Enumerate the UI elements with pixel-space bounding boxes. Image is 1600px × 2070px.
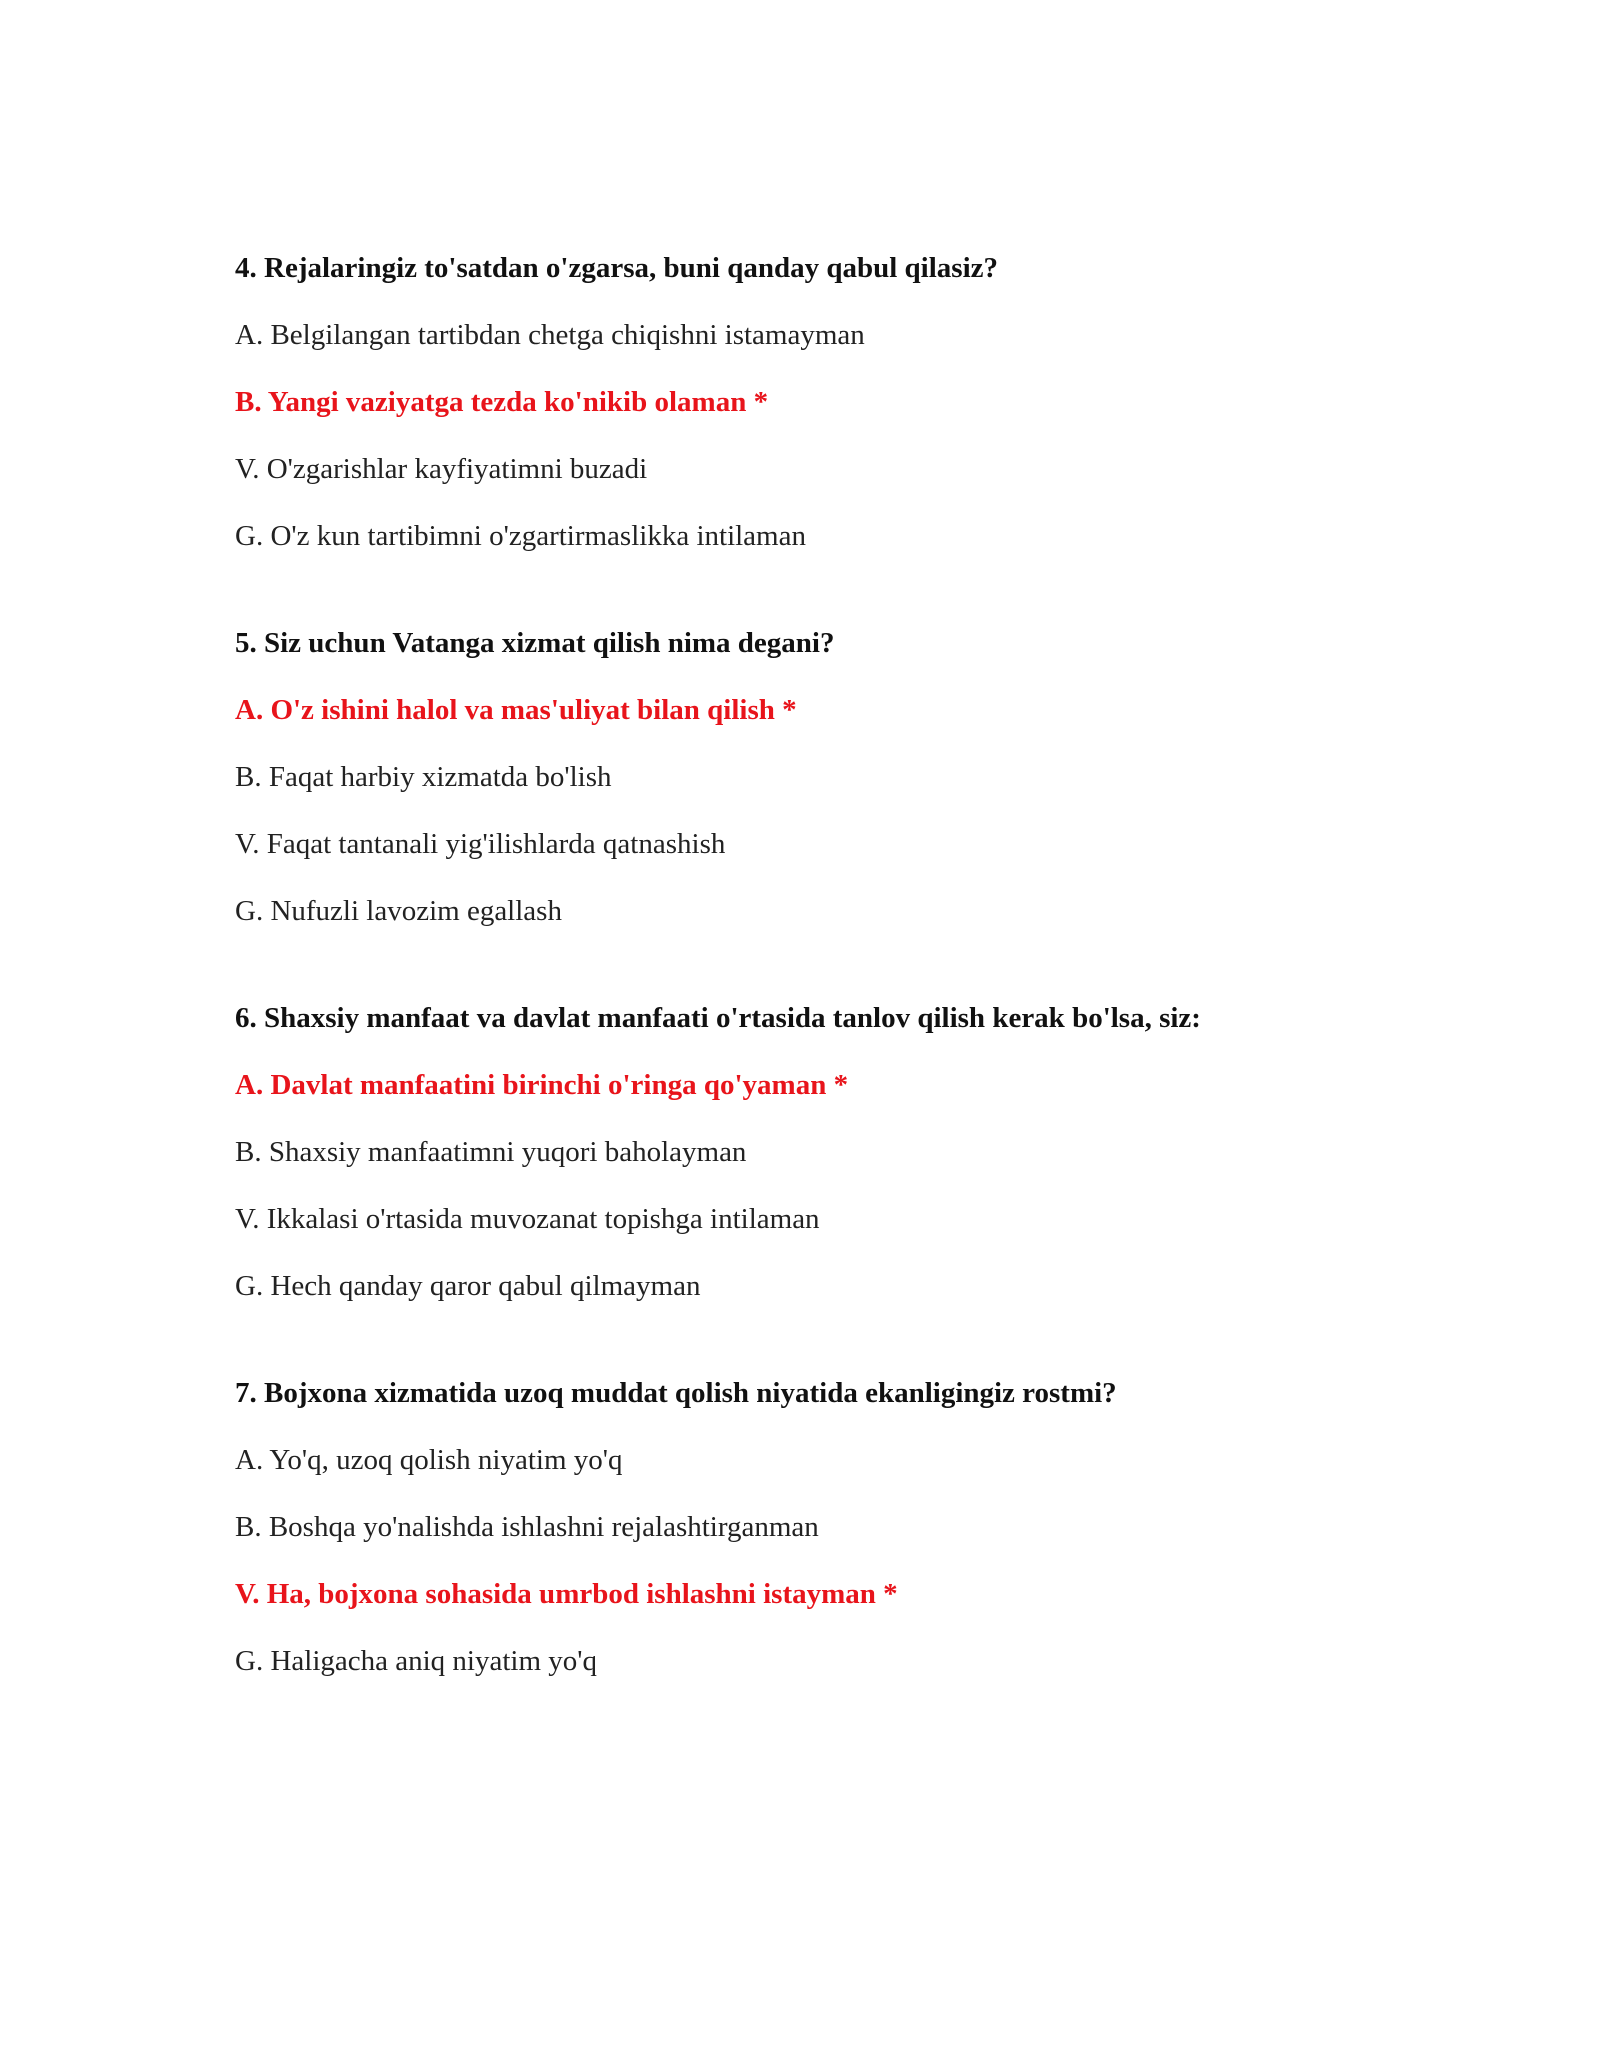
answer-option: B. Boshqa yo'nalishda ishlashni rejalashtirganman xyxy=(235,1511,819,1543)
answer-option: G. O'z kun tartibimni o'zgartirmaslikka intilaman xyxy=(235,520,806,552)
answer-option-correct: A. Davlat manfaatini birinchi o'ringa qo'yaman * xyxy=(235,1069,849,1101)
answer-option: V. O'zgarishlar kayfiyatimni buzadi xyxy=(235,453,648,485)
answer-option-correct: V. Ha, bojxona sohasida umrbod ishlashni istayman * xyxy=(235,1578,898,1610)
question-block xyxy=(235,623,1435,931)
answer-option: G. Nufuzli lavozim egallash xyxy=(235,895,562,927)
answer-option-correct: A. O'z ishini halol va mas'uliyat bilan qilish * xyxy=(235,694,797,726)
answer-option: G. Haligacha aniq niyatim yo'q xyxy=(235,1645,597,1677)
question-text: 7. Bojxona xizmatida uzoq muddat qolish niyatida ekanligingiz rostmi? xyxy=(235,1377,1117,1409)
question-text: 5. Siz uchun Vatanga xizmat qilish nima degani? xyxy=(235,627,835,659)
question-list xyxy=(235,248,1435,1748)
question-block xyxy=(235,998,1435,1306)
question-block xyxy=(235,248,1435,556)
answer-option: V. Faqat tantanali yig'ilishlarda qatnashish xyxy=(235,828,726,860)
answer-option: V. Ikkalasi o'rtasida muvozanat topishga intilaman xyxy=(235,1203,820,1235)
answer-option: A. Belgilangan tartibdan chetga chiqishni istamayman xyxy=(235,319,865,351)
question-block xyxy=(235,1373,1435,1681)
answer-option: B. Shaxsiy manfaatimni yuqori baholayman xyxy=(235,1136,747,1168)
answer-option: G. Hech qanday qaror qabul qilmayman xyxy=(235,1270,701,1302)
answer-option: A. Yo'q, uzoq qolish niyatim yo'q xyxy=(235,1444,623,1476)
answer-option: B. Faqat harbiy xizmatda bo'lish xyxy=(235,761,612,793)
answer-option-correct: B. Yangi vaziyatga tezda ko'nikib olaman * xyxy=(235,386,769,418)
question-text: 6. Shaxsiy manfaat va davlat manfaati o'rtasida tanlov qilish kerak bo'lsa, siz: xyxy=(235,1002,1201,1034)
question-text: 4. Rejalaringiz to'satdan o'zgarsa, buni qanday qabul qilasiz? xyxy=(235,252,998,284)
